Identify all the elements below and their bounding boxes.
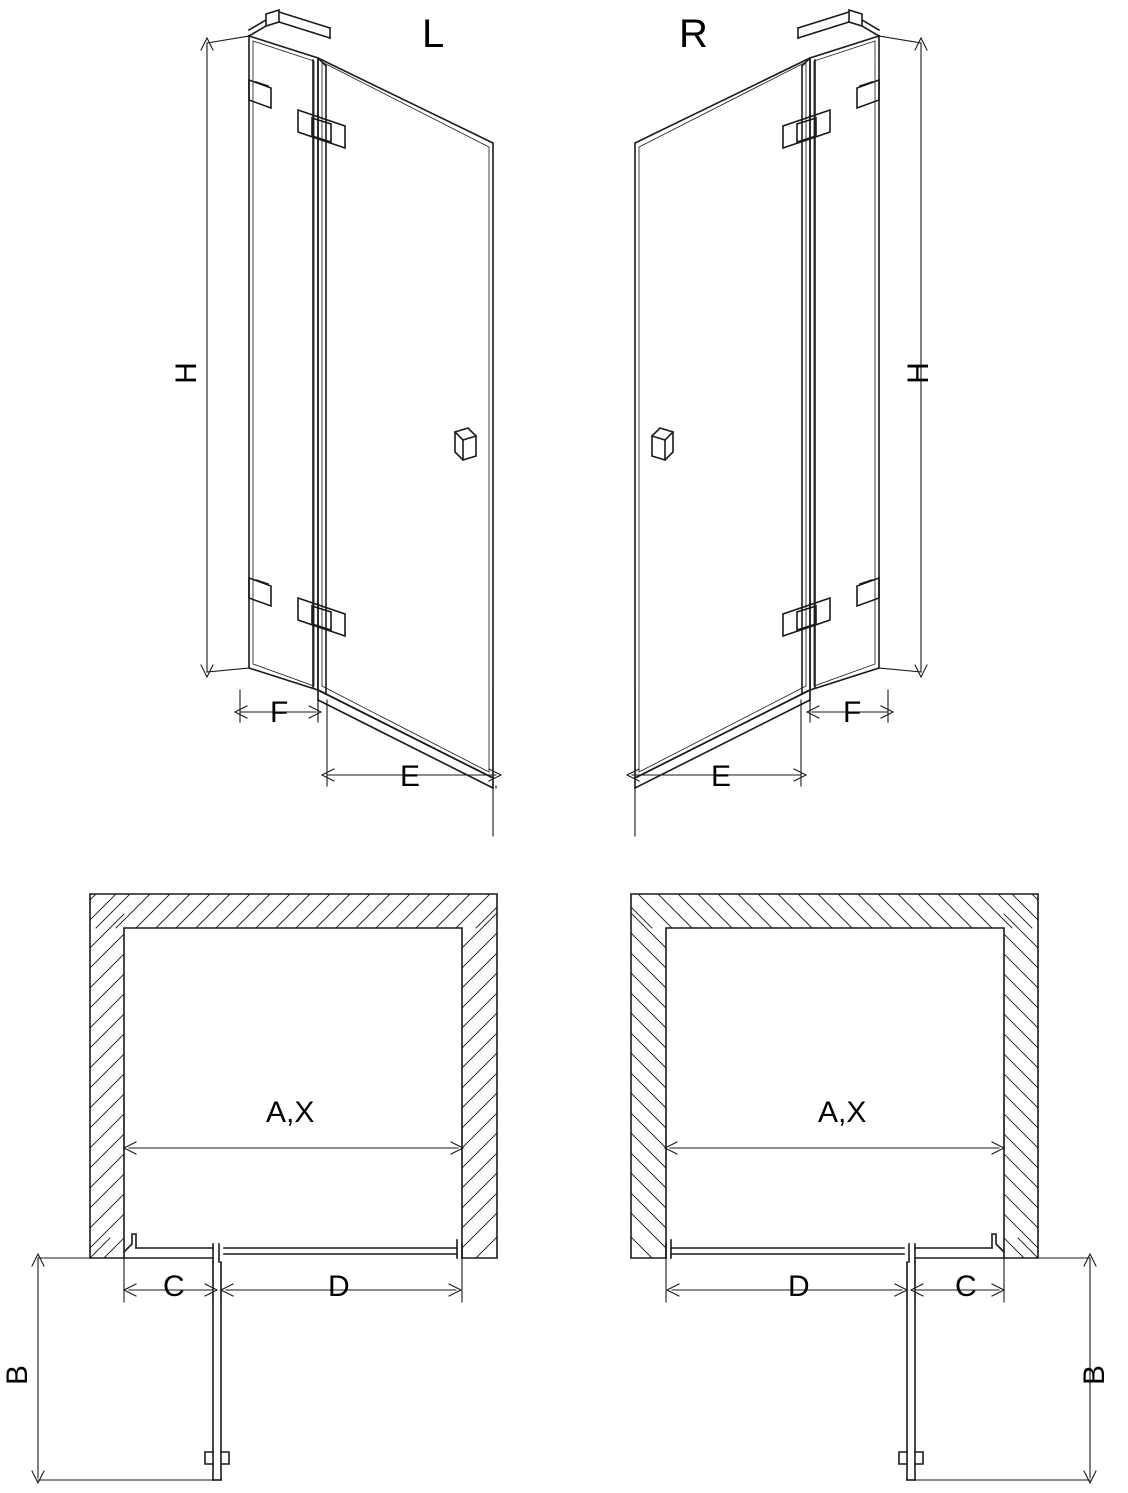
label-right-hand: R bbox=[679, 12, 708, 56]
label-left-hand: L bbox=[422, 12, 445, 56]
iso-left-geometry bbox=[249, 10, 493, 788]
label-fixed-segment-left: C bbox=[163, 1270, 185, 1303]
plan-right-geometry bbox=[631, 894, 1038, 1480]
plan-right-dimensions bbox=[665, 1096, 1096, 1483]
label-height-right: H bbox=[901, 362, 935, 384]
iso-right-geometry bbox=[635, 10, 879, 788]
plan-left-dimensions bbox=[32, 1096, 463, 1483]
label-overall-width-right: A,X bbox=[818, 1096, 867, 1129]
label-fixed-right: F bbox=[843, 696, 862, 729]
label-swing-depth-left: B bbox=[1, 1364, 35, 1386]
label-overall-width-left: A,X bbox=[266, 1096, 315, 1129]
label-height-left: H bbox=[169, 362, 203, 384]
label-swing-depth-right: B bbox=[1078, 1364, 1112, 1386]
label-fixed-segment-right: C bbox=[955, 1270, 977, 1303]
label-door-segment-left: D bbox=[328, 1270, 350, 1303]
label-fixed-left: F bbox=[270, 696, 289, 729]
label-door-right: E bbox=[711, 760, 732, 793]
plan-left-geometry bbox=[90, 894, 497, 1480]
label-door-segment-right: D bbox=[788, 1270, 810, 1303]
label-door-left: E bbox=[400, 760, 421, 793]
